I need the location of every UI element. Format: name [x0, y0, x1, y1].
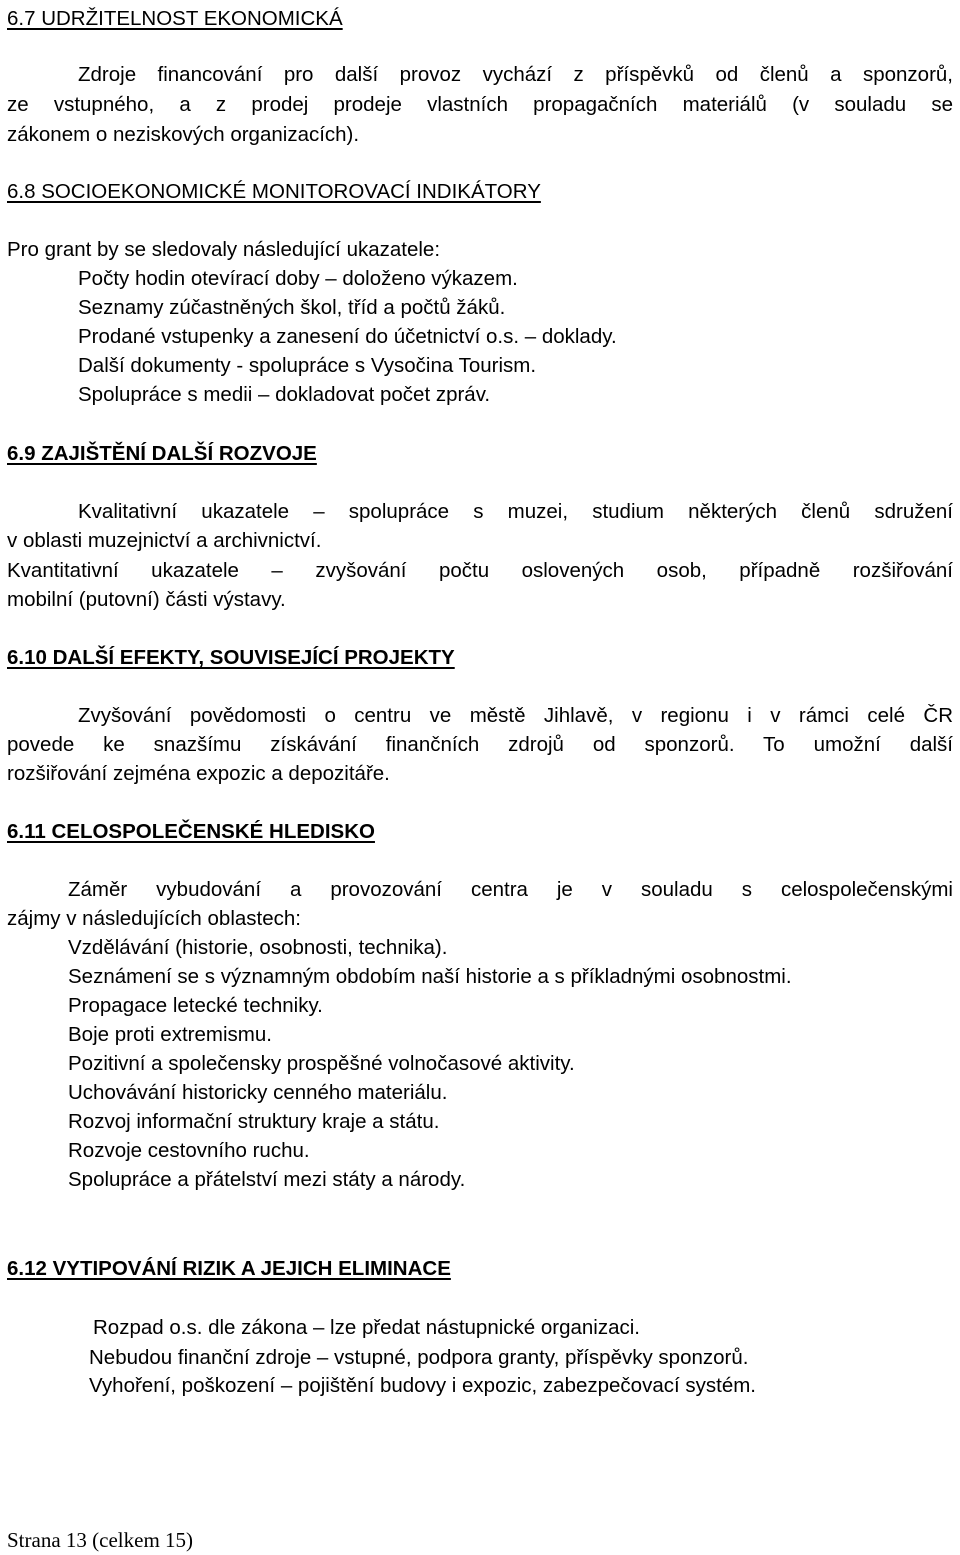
paragraph-line: Zdroje financování pro další provoz vychází z příspěvků od členů a sponzorů,: [78, 63, 953, 86]
heading-6-12: 6.12 VYTIPOVÁNÍ RIZIK A JEJICH ELIMINACE: [7, 1257, 451, 1280]
list-item: Rozvoj informační struktury kraje a státu.: [68, 1110, 440, 1133]
paragraph-line: povede ke snazšímu získávání finančních zdrojů od sponzorů. To umožní další: [7, 733, 953, 756]
heading-6-10: 6.10 DALŠÍ EFEKTY, SOUVISEJÍCÍ PROJEKTY: [7, 646, 455, 669]
heading-6-8: 6.8 SOCIOEKONOMICKÉ MONITOROVACÍ INDIKÁTORY: [7, 180, 541, 203]
heading-6-9: 6.9 ZAJIŠTĚNÍ DALŠÍ ROZVOJE: [7, 442, 317, 465]
paragraph-line: zákonem o neziskových organizacích).: [7, 123, 360, 146]
list-item: Spolupráce s medii – dokladovat počet zpráv.: [78, 383, 491, 406]
paragraph-line: Kvalitativní ukazatele – spolupráce s muzei, studium některých členů sdružení: [78, 500, 953, 523]
list-item: Seznamy zúčastněných škol, tříd a počtů žáků.: [78, 296, 506, 319]
list-item: Rozvoje cestovního ruchu.: [68, 1139, 310, 1162]
paragraph-line: Zvyšování povědomosti o centru ve městě Jihlavě, v regionu i v rámci celé ČR: [78, 704, 953, 727]
list-item: Počty hodin otevírací doby – doloženo výkazem.: [78, 267, 518, 290]
paragraph-line: v oblasti muzejnictví a archivnictví.: [7, 529, 322, 552]
page-number-footer: Strana 13 (celkem 15): [7, 1528, 194, 1552]
paragraph-line: Záměr vybudování a provozování centra je v souladu s celospolečenskými: [68, 878, 953, 901]
list-item: Boje proti extremismu.: [68, 1023, 272, 1046]
list-item: Pozitivní a společensky prospěšné volnočasové aktivity.: [68, 1052, 575, 1075]
list-item: Uchovávání historicky cenného materiálu.: [68, 1081, 448, 1104]
list-item: Propagace letecké techniky.: [68, 994, 323, 1017]
list-item: Další dokumenty - spolupráce s Vysočina Tourism.: [78, 354, 537, 377]
list-item: Rozpad o.s. dle zákona – lze předat nástupnické organizaci.: [93, 1316, 641, 1339]
heading-6-11: 6.11 CELOSPOLEČENSKÉ HLEDISKO: [7, 820, 375, 843]
list-item: Prodané vstupenky a zanesení do účetnictví o.s. – doklady.: [78, 325, 617, 348]
heading-6-7: 6.7 UDRŽITELNOST EKONOMICKÁ: [7, 7, 343, 30]
list-item: Nebudou finanční zdroje – vstupné, podpora granty, příspěvky sponzorů.: [89, 1346, 749, 1369]
intro-text: Pro grant by se sledovaly následující ukazatele:: [7, 238, 441, 261]
paragraph-line: Kvantitativní ukazatele – zvyšování počtu oslovených osob, případně rozšiřování: [7, 559, 953, 582]
paragraph-line: zájmy v následujících oblastech:: [7, 907, 301, 930]
list-item: Vyhoření, poškození – pojištění budovy i expozic, zabezpečovací systém.: [89, 1374, 756, 1397]
list-item: Seznámení se s významným obdobím naší historie a s příkladnými osobnostmi.: [68, 965, 792, 988]
paragraph-line: rozšiřování zejména expozic a depozitáře.: [7, 762, 390, 785]
list-item: Spolupráce a přátelství mezi státy a národy.: [68, 1168, 466, 1191]
paragraph-line: ze vstupného, a z prodej prodeje vlastních propagačních materiálů (v souladu se: [7, 93, 953, 116]
paragraph-line: mobilní (putovní) části výstavy.: [7, 588, 286, 611]
list-item: Vzdělávání (historie, osobnosti, technika).: [68, 936, 448, 959]
